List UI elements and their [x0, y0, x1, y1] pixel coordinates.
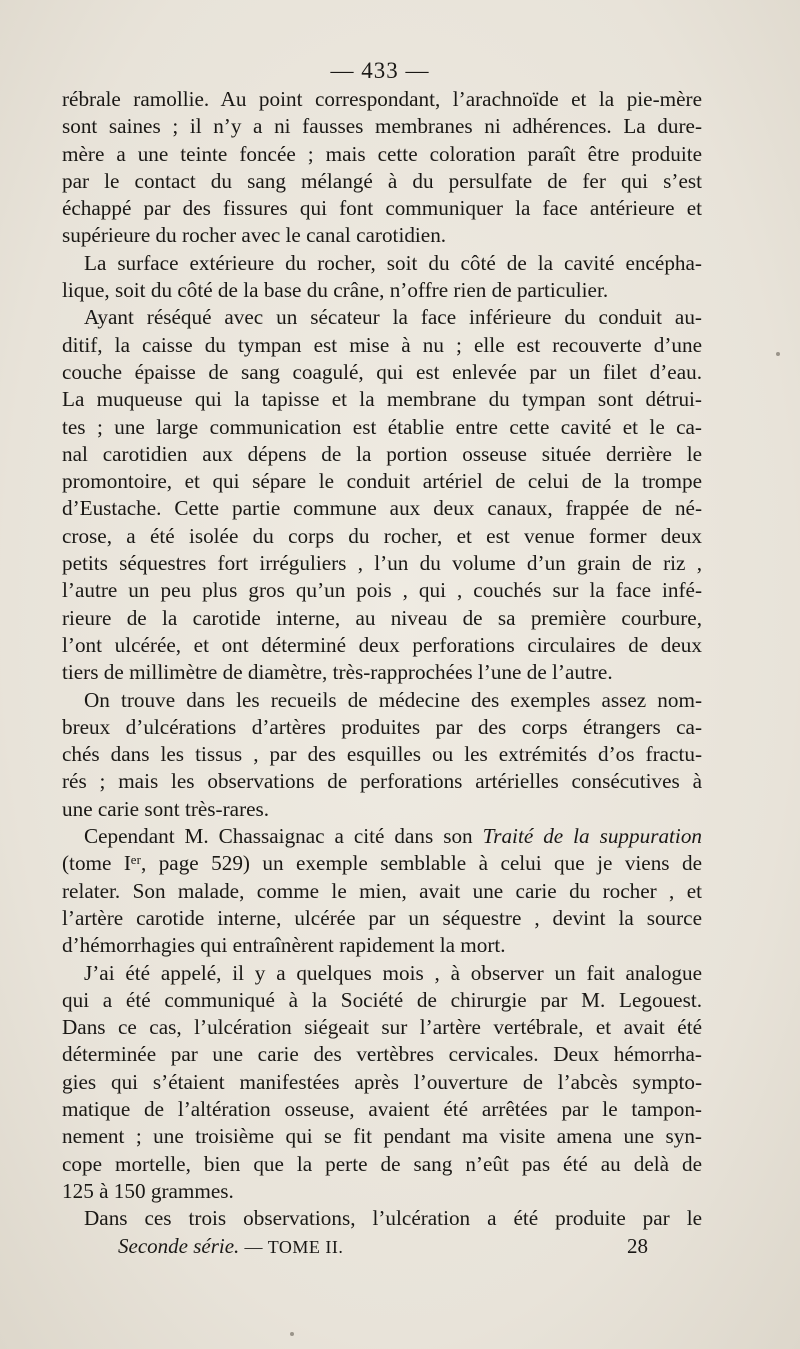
text-line: qui a été communiqué à la Société de chirurgie par M. Legouest. [62, 987, 702, 1012]
text-line: J’ai été appelé, il y a quelques mois , à observer un fait analogue [84, 960, 702, 985]
text-line: l’artère carotide interne, ulcérée par un séquestre , devint la source [62, 905, 702, 930]
text-line: échappé par des fissures qui font communiquer la face antérieure et [62, 196, 702, 221]
text-line: La muqueuse qui la tapisse et la membrane du tympan sont détrui- [62, 387, 702, 412]
text-line: relater. Son malade, comme le mien, avait une carie du rocher , et [62, 878, 702, 903]
text-line: supérieure du rocher avec le canal carotidien. [62, 223, 447, 248]
text-line: rieure de la carotide interne, au niveau de sa première courbure, [62, 605, 702, 630]
text-line: chés dans les tissus , par des esquilles ou les extrémités d’os fractu- [62, 742, 702, 767]
scan-speck [290, 1332, 294, 1336]
scan-speck [776, 352, 780, 356]
paragraph [62, 304, 702, 686]
page-number: — 433 — [330, 58, 430, 83]
text-line: tiers de millimètre de diamètre, très-rapprochées l’une de l’autre. [62, 660, 613, 685]
text-line: l’ont ulcérée, et ont déterminé deux perforations circulaires de deux [62, 632, 702, 657]
text-line: On trouve dans les recueils de médecine des exemples assez nom- [84, 687, 702, 712]
text-line: Ayant réséqué avec un sécateur la face inférieure du conduit au- [84, 305, 702, 330]
text-line: rés ; mais les observations de perforations artérielles consécutives à [62, 769, 702, 794]
footer-volume: — TOME II. [244, 1237, 344, 1257]
text-line: lique, soit du côté de la base du crâne, n’offre rien de particulier. [62, 278, 609, 303]
text-line: matique de l’altération osseuse, avaient été arrêtées par le tampon- [62, 1096, 702, 1121]
text-line: breux d’ulcérations d’artères produites par des corps étrangers ca- [62, 714, 702, 739]
footer-sheet-number: 28 [627, 1234, 648, 1258]
footer-signature: Seconde série. [118, 1234, 240, 1258]
text-line: couche épaisse de sang coagulé, qui est enlevée par un filet d’eau. [62, 359, 702, 384]
paragraph [62, 1205, 702, 1232]
paragraph [62, 823, 702, 959]
text-line: par le contact du sang mélangé à du persulfate de fer qui s’est [62, 168, 702, 193]
text-line: Dans ce cas, l’ulcération siégeait sur l’artère vertébrale, et avait été [62, 1015, 702, 1040]
text-line: (tome Iᵉʳ, page 529) un exemple semblable à celui que je viens de [62, 851, 702, 876]
text-line: promontoire, et qui sépare le conduit artériel de celui de la trompe [62, 469, 702, 494]
text-line: déterminée par une carie des vertèbres cervicales. Deux hémorrha- [62, 1042, 702, 1067]
text-line: Dans ces trois observations, l’ulcération a été produite par le [84, 1206, 702, 1231]
paragraph [62, 687, 702, 823]
text-line: mère a une teinte foncée ; mais cette coloration paraît être produite [62, 141, 702, 166]
text-line: d’Eustache. Cette partie commune aux deux canaux, frappée de né- [62, 496, 702, 521]
text-line: ditif, la caisse du tympan est mise à nu ; elle est recouverte d’une [62, 332, 702, 357]
text-line: sont saines ; il n’y a ni fausses membranes ni adhérences. La dure- [62, 114, 702, 139]
text-line: petits séquestres fort irréguliers , l’un du volume d’un grain de riz , [62, 551, 702, 576]
page-footer [118, 1234, 648, 1259]
text-line: nement ; une troisième qui se fit pendant ma visite amena une syn- [62, 1124, 702, 1149]
text-line: nal carotidien aux dépens de la portion osseuse située derrière le [62, 441, 702, 466]
paragraph [62, 960, 702, 1206]
text-line: La surface extérieure du rocher, soit du côté de la cavité encépha- [84, 250, 702, 275]
text-line: une carie sont très-rares. [62, 796, 270, 821]
text-line: l’autre un peu plus gros qu’un pois , qui , couchés sur la face infé- [62, 578, 702, 603]
paragraph [62, 250, 702, 305]
text-line: cope mortelle, bien que la perte de sang n’eût pas été au delà de [62, 1151, 702, 1176]
text-line: gies qui s’étaient manifestées après l’ouverture de l’abcès sympto- [62, 1069, 702, 1094]
text-line: tes ; une large communication est établie entre cette cavité et le ca- [62, 414, 702, 439]
text-line: d’hémorrhagies qui entraînèrent rapidement la mort. [62, 933, 506, 958]
text-line: crose, a été isolée du corps du rocher, et est venue former deux [62, 523, 702, 548]
paragraph [62, 86, 702, 250]
text-line: 125 à 150 grammes. [62, 1178, 234, 1203]
text-line: Cependant M. Chassaignac a cité dans son Traité de la suppuration [84, 824, 703, 849]
text-line: rébrale ramollie. Au point correspondant, l’arachnoïde et la pie-mère [62, 87, 702, 111]
body-text [62, 86, 702, 1232]
